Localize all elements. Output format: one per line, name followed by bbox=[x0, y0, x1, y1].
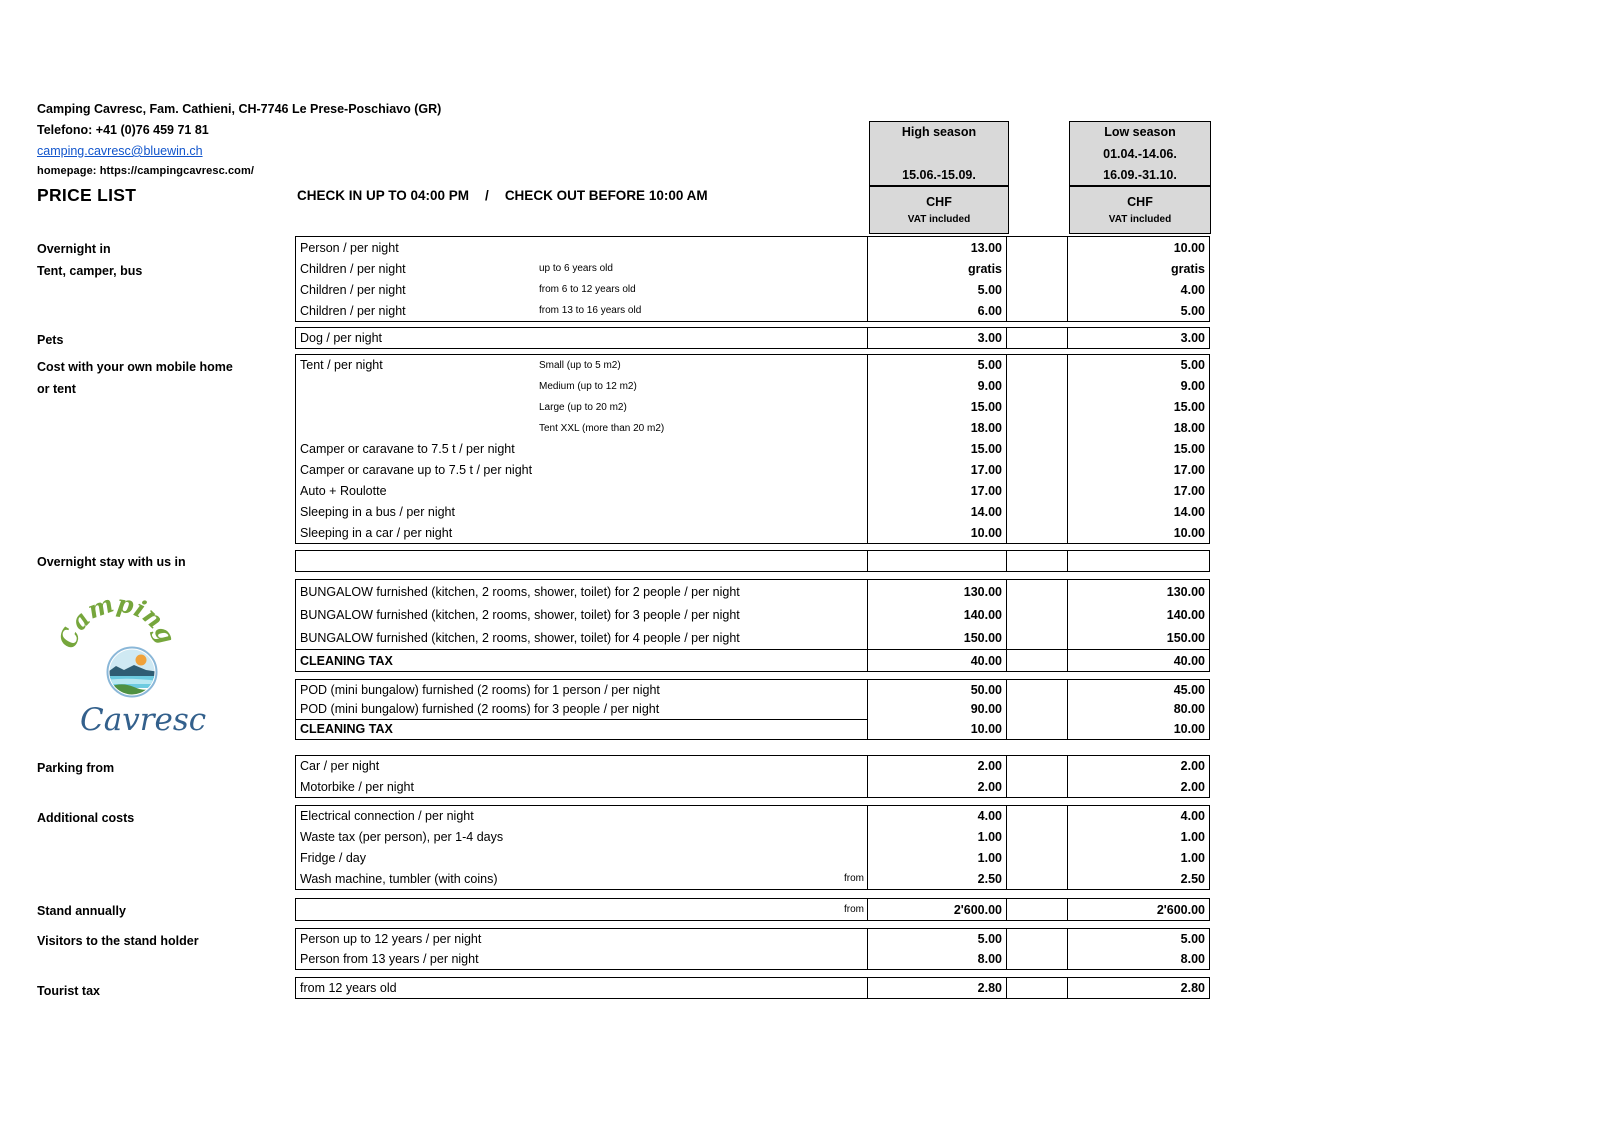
item-qualifier: Large (up to 20 m2) bbox=[539, 401, 627, 413]
spacer-cell bbox=[1006, 978, 1067, 998]
price-low-season: 45.00 bbox=[1067, 680, 1209, 699]
price-high-season: 1.00 bbox=[867, 827, 1006, 848]
item-description: Person / per night bbox=[300, 240, 399, 255]
spacer-cell bbox=[1006, 355, 1067, 376]
price-row bbox=[296, 459, 1209, 480]
item-description: Waste tax (per person), per 1-4 days bbox=[300, 830, 504, 845]
homepage-url: homepage: https://campingcavresc.com/ bbox=[37, 165, 255, 177]
spacer-cell bbox=[1006, 300, 1067, 321]
spacer-cell bbox=[1006, 777, 1067, 798]
spacer-cell bbox=[1006, 237, 1067, 258]
price-low-season: 9.00 bbox=[1067, 376, 1209, 397]
category-visitors: Visitors to the stand holder bbox=[37, 934, 199, 948]
item-description: Fridge / day bbox=[300, 850, 367, 865]
price-low-season: 10.00 bbox=[1067, 237, 1209, 258]
section-empty-row bbox=[295, 550, 1210, 572]
price-row-cleaning-tax bbox=[296, 719, 1209, 739]
price-low-season: 3.00 bbox=[1067, 328, 1209, 348]
spacer-cell bbox=[1006, 868, 1067, 889]
from-label: from bbox=[844, 873, 864, 885]
vat-high-label: VAT included bbox=[907, 214, 971, 225]
price-low-season: 10.00 bbox=[1067, 522, 1209, 543]
price-row bbox=[296, 603, 1209, 626]
spacer-cell bbox=[1006, 501, 1067, 522]
price-row bbox=[296, 777, 1209, 798]
item-description: CLEANING TAX bbox=[300, 722, 393, 737]
price-high-season: 2.00 bbox=[867, 777, 1006, 798]
item-description: Camper or caravane to 7.5 t / per night bbox=[300, 442, 515, 456]
price-low-season: 130.00 bbox=[1067, 580, 1209, 603]
item-description: BUNGALOW furnished (kitchen, 2 rooms, shower, toilet) for 4 people / per night bbox=[300, 630, 740, 645]
price-high-season: 15.00 bbox=[867, 397, 1006, 418]
category-parking: Parking from bbox=[37, 761, 115, 775]
spacer-cell bbox=[1006, 899, 1067, 920]
spacer-cell bbox=[1006, 522, 1067, 543]
price-row bbox=[296, 376, 1209, 397]
price-high-season: 15.00 bbox=[867, 439, 1006, 460]
price-high-season: 4.00 bbox=[867, 806, 1006, 827]
price-high-season: 17.00 bbox=[867, 459, 1006, 480]
item-description: from 12 years old bbox=[300, 981, 397, 995]
price-row bbox=[296, 397, 1209, 418]
price-row bbox=[296, 418, 1209, 439]
price-low-season bbox=[1067, 551, 1209, 571]
spacer-cell bbox=[1006, 603, 1067, 626]
price-high-season: 5.00 bbox=[867, 355, 1006, 376]
spacer-cell bbox=[1006, 480, 1067, 501]
item-qualifier: Tent XXL (more than 20 m2) bbox=[539, 422, 665, 434]
price-high-season: 50.00 bbox=[867, 680, 1006, 699]
spacer-cell bbox=[1006, 680, 1067, 699]
spacer-cell bbox=[1006, 418, 1067, 439]
item-description: Electrical connection / per night bbox=[300, 809, 474, 824]
price-row bbox=[296, 580, 1209, 603]
price-row-cleaning-tax bbox=[296, 649, 1209, 671]
price-row bbox=[296, 899, 1209, 920]
price-row bbox=[296, 258, 1209, 279]
price-low-season: 1.00 bbox=[1067, 848, 1209, 869]
price-high-season: 1.00 bbox=[867, 848, 1006, 869]
spacer-cell bbox=[1006, 929, 1067, 949]
item-description: Tent / per night bbox=[300, 358, 383, 373]
logo-word-cavresc: Cavresc bbox=[80, 702, 207, 738]
price-high-season: 90.00 bbox=[867, 699, 1006, 718]
price-high-season: 2.80 bbox=[867, 978, 1006, 998]
price-high-season: 3.00 bbox=[867, 328, 1006, 348]
price-high-season: 13.00 bbox=[867, 237, 1006, 258]
price-low-season: 5.00 bbox=[1067, 929, 1209, 949]
spacer-cell bbox=[1006, 459, 1067, 480]
spacer-cell bbox=[1006, 626, 1067, 649]
price-low-season: 140.00 bbox=[1067, 603, 1209, 626]
spacer-cell bbox=[1006, 439, 1067, 460]
logo-word-camping: Camping bbox=[52, 590, 182, 652]
item-description: BUNGALOW furnished (kitchen, 2 rooms, shower, toilet) for 2 people / per night bbox=[300, 584, 740, 599]
spacer-cell bbox=[1006, 719, 1067, 739]
price-high-season: 2.00 bbox=[867, 756, 1006, 777]
price-row bbox=[296, 827, 1209, 848]
spacer-cell bbox=[1006, 551, 1067, 571]
price-row bbox=[296, 806, 1209, 827]
price-low-season: 80.00 bbox=[1067, 699, 1209, 718]
section-tourist-tax bbox=[295, 977, 1210, 999]
category-overnight-stay: Overnight stay with us in bbox=[37, 555, 186, 569]
season-high-dates: 15.06.-15.09. bbox=[902, 168, 976, 182]
check-separator: / bbox=[485, 188, 489, 203]
category-additional-costs: Additional costs bbox=[37, 811, 135, 825]
currency-low-header bbox=[1069, 186, 1211, 234]
item-description: POD (mini bungalow) furnished (2 rooms) for 1 person / per night bbox=[300, 682, 660, 697]
price-low-season: 5.00 bbox=[1067, 355, 1209, 376]
spacer-cell bbox=[1006, 806, 1067, 827]
category-overnight-in: Overnight in Tent, camper, bus bbox=[37, 242, 143, 278]
item-qualifier: from 13 to 16 years old bbox=[539, 305, 642, 316]
price-row bbox=[296, 522, 1209, 543]
price-high-season: 17.00 bbox=[867, 480, 1006, 501]
price-low-season: 2.00 bbox=[1067, 756, 1209, 777]
price-high-season: 150.00 bbox=[867, 626, 1006, 649]
price-row bbox=[296, 300, 1209, 321]
item-qualifier: up to 6 years old bbox=[539, 263, 613, 274]
page-title: PRICE LIST bbox=[37, 185, 137, 205]
section-bungalow bbox=[295, 579, 1210, 672]
price-high-season: 2'600.00 bbox=[867, 899, 1006, 920]
price-high-season: 130.00 bbox=[867, 580, 1006, 603]
price-row bbox=[296, 439, 1209, 460]
logo-emblem bbox=[105, 647, 159, 698]
price-high-season: 14.00 bbox=[867, 501, 1006, 522]
spacer-cell bbox=[1006, 328, 1067, 348]
price-low-season: 14.00 bbox=[1067, 501, 1209, 522]
item-description: Children / per night bbox=[300, 303, 406, 318]
company-name: Camping Cavresc, Fam. Cathieni, CH-7746 Le Prese-Poschiavo (GR) bbox=[37, 102, 442, 116]
price-row bbox=[296, 328, 1209, 348]
section-overnight-tent bbox=[295, 236, 1210, 322]
price-row bbox=[296, 978, 1209, 998]
section-visitors bbox=[295, 928, 1210, 970]
sun-icon bbox=[136, 655, 147, 666]
price-low-season: 4.00 bbox=[1067, 279, 1209, 300]
price-low-season: gratis bbox=[1067, 258, 1209, 279]
section-pod bbox=[295, 679, 1210, 740]
currency-low-label: CHF bbox=[1127, 195, 1153, 209]
item-qualifier: from 6 to 12 years old bbox=[539, 284, 636, 295]
price-high-season: 40.00 bbox=[867, 650, 1006, 671]
checkin-checkout-line bbox=[297, 188, 724, 203]
item-qualifier: Small (up to 5 m2) bbox=[539, 359, 621, 371]
price-high-season: 9.00 bbox=[867, 376, 1006, 397]
item-description: Dog / per night bbox=[300, 331, 382, 345]
season-low-header bbox=[1069, 121, 1211, 186]
item-description: Person up to 12 years / per night bbox=[300, 932, 482, 946]
price-low-season: 40.00 bbox=[1067, 650, 1209, 671]
price-low-season: 15.00 bbox=[1067, 439, 1209, 460]
price-high-season: 10.00 bbox=[867, 719, 1006, 739]
item-description: Children / per night bbox=[300, 261, 406, 276]
item-description: Car / per night bbox=[300, 759, 380, 774]
currency-high-header bbox=[869, 186, 1009, 234]
item-qualifier: Medium (up to 12 m2) bbox=[539, 380, 637, 392]
category-pets: Pets bbox=[37, 333, 64, 347]
price-low-season: 5.00 bbox=[1067, 300, 1209, 321]
price-row bbox=[296, 868, 1209, 889]
price-low-season: 4.00 bbox=[1067, 806, 1209, 827]
price-high-season: 5.00 bbox=[867, 929, 1006, 949]
phone-number: Telefono: +41 (0)76 459 71 81 bbox=[37, 123, 209, 137]
price-low-season: 17.00 bbox=[1067, 459, 1209, 480]
price-low-season: 150.00 bbox=[1067, 626, 1209, 649]
spacer-cell bbox=[1006, 376, 1067, 397]
category-own-mobile-home: Cost with your own mobile home or tent bbox=[37, 360, 233, 396]
price-low-season: 1.00 bbox=[1067, 827, 1209, 848]
season-low-title: Low season bbox=[1104, 125, 1176, 139]
spacer-cell bbox=[1006, 699, 1067, 718]
item-description: Person from 13 years / per night bbox=[300, 952, 479, 966]
spacer-cell bbox=[1006, 756, 1067, 777]
currency-high-label: CHF bbox=[926, 195, 952, 209]
price-row bbox=[296, 680, 1209, 699]
vat-low-label: VAT included bbox=[1108, 214, 1172, 225]
price-row bbox=[296, 699, 1209, 718]
check-in-text: CHECK IN UP TO 04:00 PM bbox=[297, 188, 470, 203]
spacer-cell bbox=[1006, 580, 1067, 603]
season-low-dates-1: 01.04.-14.06. bbox=[1103, 146, 1177, 161]
price-low-season: 17.00 bbox=[1067, 480, 1209, 501]
price-low-season: 8.00 bbox=[1067, 949, 1209, 969]
season-low-dates-2: 16.09.-31.10. bbox=[1103, 168, 1177, 182]
price-high-season: 5.00 bbox=[867, 279, 1006, 300]
spacer-cell bbox=[1006, 848, 1067, 869]
camping-cavresc-logo bbox=[50, 590, 300, 740]
price-high-season: 2.50 bbox=[867, 868, 1006, 889]
price-row bbox=[296, 626, 1209, 649]
item-description: CLEANING TAX bbox=[300, 653, 393, 668]
check-out-text: CHECK OUT BEFORE 10:00 AM bbox=[504, 188, 708, 203]
spacer-cell bbox=[1006, 949, 1067, 969]
price-high-season: 140.00 bbox=[867, 603, 1006, 626]
price-low-season: 2'600.00 bbox=[1067, 899, 1209, 920]
price-high-season: 8.00 bbox=[867, 949, 1006, 969]
price-row bbox=[296, 949, 1209, 969]
price-high-season bbox=[867, 551, 1006, 571]
spacer-cell bbox=[1006, 650, 1067, 671]
item-description: BUNGALOW furnished (kitchen, 2 rooms, shower, toilet) for 3 people / per night bbox=[300, 607, 740, 622]
item-description: Wash machine, tumbler (with coins) bbox=[300, 871, 498, 886]
price-low-season: 10.00 bbox=[1067, 719, 1209, 739]
category-stand-annually: Stand annually bbox=[37, 904, 126, 918]
section-pets bbox=[295, 327, 1210, 349]
season-high-header bbox=[869, 121, 1009, 186]
item-description: Motorbike / per night bbox=[300, 779, 414, 794]
price-low-season: 2.00 bbox=[1067, 777, 1209, 798]
spacer-cell bbox=[1006, 258, 1067, 279]
item-description: POD (mini bungalow) furnished (2 rooms) for 3 people / per night bbox=[300, 701, 660, 716]
item-description: Auto + Roulotte bbox=[300, 483, 387, 498]
price-low-season: 2.50 bbox=[1067, 868, 1209, 889]
item-description: Camper or caravane up to 7.5 t / per night bbox=[300, 462, 533, 477]
price-high-season: gratis bbox=[867, 258, 1006, 279]
item-description: Children / per night bbox=[300, 282, 406, 297]
price-row bbox=[296, 756, 1209, 777]
section-parking bbox=[295, 755, 1210, 798]
from-label: from bbox=[844, 904, 864, 915]
price-row bbox=[296, 551, 1209, 571]
price-low-season: 18.00 bbox=[1067, 418, 1209, 439]
price-row bbox=[296, 929, 1209, 949]
spacer-cell bbox=[1006, 279, 1067, 300]
category-tourist-tax: Tourist tax bbox=[37, 984, 100, 998]
price-high-season: 18.00 bbox=[867, 418, 1006, 439]
price-high-season: 10.00 bbox=[867, 522, 1006, 543]
season-high-title: High season bbox=[901, 125, 977, 139]
price-low-season: 2.80 bbox=[1067, 978, 1209, 998]
price-row bbox=[296, 480, 1209, 501]
price-row bbox=[296, 237, 1209, 258]
price-row bbox=[296, 355, 1209, 376]
price-high-season: 6.00 bbox=[867, 300, 1006, 321]
price-low-season: 15.00 bbox=[1067, 397, 1209, 418]
price-row bbox=[296, 501, 1209, 522]
spacer-cell bbox=[1006, 397, 1067, 418]
email-link[interactable]: camping.cavresc@bluewin.ch bbox=[37, 144, 203, 158]
section-additional-costs bbox=[295, 805, 1210, 890]
price-row bbox=[296, 848, 1209, 869]
item-description: Sleeping in a car / per night bbox=[300, 525, 453, 540]
section-mobile-home bbox=[295, 354, 1210, 544]
price-row bbox=[296, 279, 1209, 300]
item-description: Sleeping in a bus / per night bbox=[300, 504, 455, 519]
section-stand-annually bbox=[295, 898, 1210, 921]
spacer-cell bbox=[1006, 827, 1067, 848]
